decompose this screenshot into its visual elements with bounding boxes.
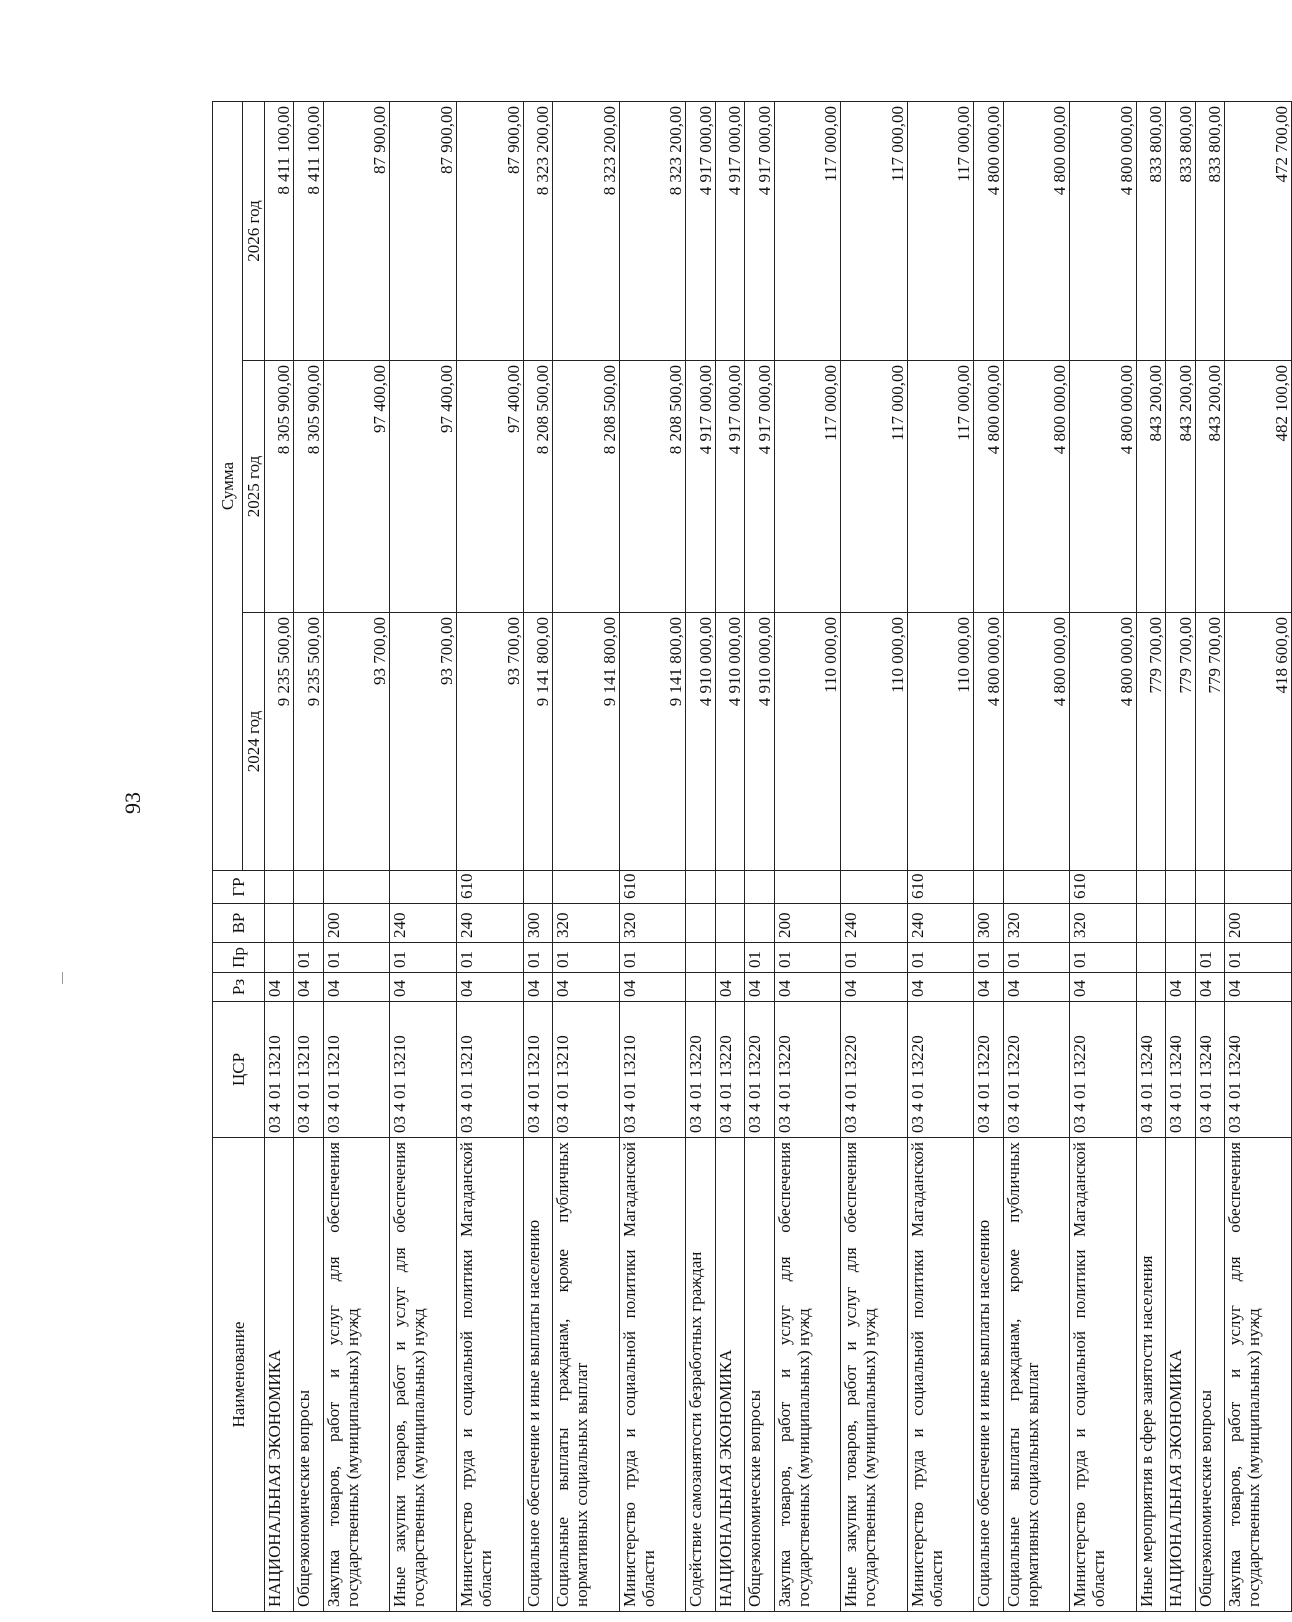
- cell-rz: 04: [974, 973, 1003, 1002]
- cell-rz: 04: [457, 973, 524, 1002]
- cell-vr: [1136, 904, 1165, 943]
- cell-name: Социальное обеспечение и иные выплаты населению: [523, 1138, 552, 1612]
- cell-sum-2024: 4 800 000,00: [1003, 613, 1070, 871]
- cell-pr: 01: [619, 943, 686, 973]
- cell-rz: 04: [619, 973, 686, 1002]
- cell-csr: 03 4 01 13240: [1166, 1002, 1195, 1138]
- cell-name: Социальные выплаты гражданам, кроме публичных нормативных социальных выплат: [1003, 1138, 1070, 1612]
- cell-pr: [265, 943, 294, 973]
- cell-gr: [774, 871, 841, 904]
- cell-vr: [265, 904, 294, 943]
- cell-sum-2026: 117 000,00: [841, 102, 908, 361]
- cell-sum-2025: 8 305 900,00: [294, 361, 323, 613]
- cell-name: Общеэкономические вопросы: [745, 1138, 774, 1612]
- cell-sum-2025: 117 000,00: [907, 361, 974, 613]
- cell-rz: 04: [294, 973, 323, 1002]
- cell-vr: 320: [553, 904, 620, 943]
- header-csr: ЦСР: [213, 1002, 265, 1138]
- cell-vr: [1195, 904, 1224, 943]
- header-year-2024: 2024 год: [243, 613, 265, 871]
- cell-rz: [1136, 973, 1165, 1002]
- cell-name: Иные закупки товаров, работ и услуг для обеспечения государственных (муниципальных) нужд: [390, 1138, 457, 1612]
- cell-vr: [1166, 904, 1195, 943]
- cell-name: Содействие самозанятости безработных граждан: [686, 1138, 715, 1612]
- table-row: [774, 102, 841, 1612]
- cell-gr: [265, 871, 294, 904]
- cell-name: Министерство труда и социальной политики Магаданской области: [457, 1138, 524, 1612]
- cell-rz: 04: [1070, 973, 1137, 1002]
- cell-csr: 03 4 01 13220: [774, 1002, 841, 1138]
- cell-csr: 03 4 01 13210: [390, 1002, 457, 1138]
- cell-csr: 03 4 01 13240: [1195, 1002, 1224, 1138]
- cell-gr: [745, 871, 774, 904]
- cell-sum-2024: 110 000,00: [907, 613, 974, 871]
- cell-name: Социальные выплаты гражданам, кроме публичных нормативных социальных выплат: [553, 1138, 620, 1612]
- cell-name: Министерство труда и социальной политики Магаданской области: [1070, 1138, 1137, 1612]
- cell-sum-2024: 9 141 800,00: [619, 613, 686, 871]
- cell-rz: 04: [523, 973, 552, 1002]
- cell-sum-2026: 8 323 200,00: [553, 102, 620, 361]
- cell-sum-2026: 117 000,00: [774, 102, 841, 361]
- table-row: [686, 102, 715, 1612]
- cell-rz: 04: [390, 973, 457, 1002]
- cell-sum-2024: 779 700,00: [1166, 613, 1195, 871]
- cell-sum-2026: 4 917 000,00: [715, 102, 744, 361]
- table-row: [323, 102, 390, 1612]
- cell-name: Иные закупки товаров, работ и услуг для обеспечения государственных (муниципальных) нужд: [841, 1138, 908, 1612]
- table-row: [1136, 102, 1165, 1612]
- cell-gr: [390, 871, 457, 904]
- cell-sum-2026: 4 800 000,00: [974, 102, 1003, 361]
- cell-sum-2026: 87 900,00: [390, 102, 457, 361]
- cell-name: Закупка товаров, работ и услуг для обеспечения государственных (муниципальных) нужд: [1225, 1138, 1292, 1612]
- cell-rz: 04: [715, 973, 744, 1002]
- cell-gr: [1166, 871, 1195, 904]
- cell-rz: 04: [553, 973, 620, 1002]
- cell-gr: 610: [457, 871, 524, 904]
- cell-csr: 03 4 01 13210: [553, 1002, 620, 1138]
- cell-name: НАЦИОНАЛЬНАЯ ЭКОНОМИКА: [715, 1138, 744, 1612]
- table-row: [457, 102, 524, 1612]
- cell-name: Закупка товаров, работ и услуг для обеспечения государственных (муниципальных) нужд: [323, 1138, 390, 1612]
- cell-sum-2026: 8 323 200,00: [619, 102, 686, 361]
- header-year-2025: 2025 год: [243, 361, 265, 613]
- cell-pr: 01: [907, 943, 974, 973]
- cell-csr: 03 4 01 13220: [686, 1002, 715, 1138]
- cell-vr: 200: [774, 904, 841, 943]
- cell-pr: [715, 943, 744, 973]
- cell-pr: 01: [457, 943, 524, 973]
- cell-sum-2025: 4 917 000,00: [745, 361, 774, 613]
- table-row: [745, 102, 774, 1612]
- cell-name: Социальное обеспечение и иные выплаты населению: [974, 1138, 1003, 1612]
- cell-gr: 610: [1070, 871, 1137, 904]
- cell-pr: 01: [1003, 943, 1070, 973]
- cell-sum-2026: 833 800,00: [1195, 102, 1224, 361]
- cell-sum-2026: 87 900,00: [323, 102, 390, 361]
- table-row: [619, 102, 686, 1612]
- cell-sum-2026: 833 800,00: [1136, 102, 1165, 361]
- cell-csr: 03 4 01 13220: [715, 1002, 744, 1138]
- cell-rz: 04: [745, 973, 774, 1002]
- cell-name: НАЦИОНАЛЬНАЯ ЭКОНОМИКА: [1166, 1138, 1195, 1612]
- cell-sum-2025: 4 917 000,00: [686, 361, 715, 613]
- budget-table: [212, 101, 1292, 1612]
- cell-pr: 01: [774, 943, 841, 973]
- cell-sum-2024: 4 800 000,00: [1070, 613, 1137, 871]
- cell-sum-2024: 9 235 500,00: [265, 613, 294, 871]
- cell-pr: [686, 943, 715, 973]
- header-name: Наименование: [213, 1138, 265, 1612]
- cell-sum-2026: 8 411 100,00: [265, 102, 294, 361]
- table-row: [523, 102, 552, 1612]
- cell-csr: 03 4 01 13210: [457, 1002, 524, 1138]
- cell-pr: 01: [294, 943, 323, 973]
- cell-sum-2025: 843 200,00: [1195, 361, 1224, 613]
- cell-sum-2025: 4 800 000,00: [1070, 361, 1137, 613]
- cell-gr: [841, 871, 908, 904]
- cell-vr: [715, 904, 744, 943]
- cell-pr: 01: [1225, 943, 1292, 973]
- cell-vr: 240: [390, 904, 457, 943]
- cell-csr: 03 4 01 13220: [1003, 1002, 1070, 1138]
- cell-sum-2024: 110 000,00: [841, 613, 908, 871]
- cell-name: Закупка товаров, работ и услуг для обеспечения государственных (муниципальных) нужд: [774, 1138, 841, 1612]
- cell-vr: [745, 904, 774, 943]
- cell-gr: [323, 871, 390, 904]
- table-row: [1195, 102, 1224, 1612]
- cell-csr: 03 4 01 13220: [841, 1002, 908, 1138]
- cell-vr: [294, 904, 323, 943]
- cell-sum-2024: 9 235 500,00: [294, 613, 323, 871]
- cell-sum-2026: 87 900,00: [457, 102, 524, 361]
- header-sum: Сумма: [213, 102, 243, 871]
- table-row: [974, 102, 1003, 1612]
- cell-csr: 03 4 01 13210: [523, 1002, 552, 1138]
- cell-gr: 610: [907, 871, 974, 904]
- cell-csr: 03 4 01 13210: [294, 1002, 323, 1138]
- cell-sum-2025: 8 305 900,00: [265, 361, 294, 613]
- cell-sum-2025: 97 400,00: [390, 361, 457, 613]
- cell-rz: 04: [323, 973, 390, 1002]
- cell-gr: [715, 871, 744, 904]
- cell-name: Общеэкономические вопросы: [294, 1138, 323, 1612]
- header-gr: ГР: [213, 871, 265, 904]
- cell-gr: [974, 871, 1003, 904]
- page-number: 93: [120, 792, 145, 814]
- cell-sum-2026: 4 800 000,00: [1003, 102, 1070, 361]
- table-row: [1003, 102, 1070, 1612]
- cell-gr: [1136, 871, 1165, 904]
- cell-sum-2025: 4 800 000,00: [974, 361, 1003, 613]
- cell-pr: [1136, 943, 1165, 973]
- cell-sum-2024: 4 910 000,00: [745, 613, 774, 871]
- cell-sum-2025: 4 800 000,00: [1003, 361, 1070, 613]
- cell-csr: 03 4 01 13220: [1070, 1002, 1137, 1138]
- cell-name: Министерство труда и социальной политики Магаданской области: [619, 1138, 686, 1612]
- table-row: [553, 102, 620, 1612]
- cell-rz: 04: [774, 973, 841, 1002]
- cell-sum-2024: 779 700,00: [1195, 613, 1224, 871]
- table-row: [294, 102, 323, 1612]
- cell-vr: 240: [841, 904, 908, 943]
- cell-gr: 610: [619, 871, 686, 904]
- cell-name: НАЦИОНАЛЬНАЯ ЭКОНОМИКА: [265, 1138, 294, 1612]
- table-row: [841, 102, 908, 1612]
- cell-sum-2025: 117 000,00: [841, 361, 908, 613]
- cell-gr: [553, 871, 620, 904]
- header-pr: Пр: [213, 943, 265, 973]
- cell-sum-2024: 110 000,00: [774, 613, 841, 871]
- cell-sum-2024: 9 141 800,00: [553, 613, 620, 871]
- cell-pr: 01: [841, 943, 908, 973]
- cell-sum-2026: 8 323 200,00: [523, 102, 552, 361]
- cell-pr: [1166, 943, 1195, 973]
- header-vr: ВР: [213, 904, 265, 943]
- cell-sum-2024: 4 910 000,00: [715, 613, 744, 871]
- cell-rz: 04: [841, 973, 908, 1002]
- cell-vr: 320: [1003, 904, 1070, 943]
- cell-csr: 03 4 01 13240: [1136, 1002, 1165, 1138]
- cell-pr: 01: [390, 943, 457, 973]
- cell-csr: 03 4 01 13240: [1225, 1002, 1292, 1138]
- cell-sum-2024: 4 910 000,00: [686, 613, 715, 871]
- cell-gr: [686, 871, 715, 904]
- cell-sum-2025: 4 917 000,00: [715, 361, 744, 613]
- cell-csr: 03 4 01 13210: [265, 1002, 294, 1138]
- cell-sum-2025: 843 200,00: [1166, 361, 1195, 613]
- table-row: [265, 102, 294, 1612]
- cell-rz: 04: [265, 973, 294, 1002]
- cell-sum-2025: 97 400,00: [457, 361, 524, 613]
- cell-sum-2024: 93 700,00: [323, 613, 390, 871]
- cell-rz: 04: [1003, 973, 1070, 1002]
- cell-sum-2024: 418 600,00: [1225, 613, 1292, 871]
- header-rz: Рз: [213, 973, 265, 1002]
- cell-pr: 01: [523, 943, 552, 973]
- cell-pr: 01: [323, 943, 390, 973]
- cell-gr: [1003, 871, 1070, 904]
- cell-sum-2025: 97 400,00: [323, 361, 390, 613]
- cell-sum-2026: 4 800 000,00: [1070, 102, 1137, 361]
- table-row: [1166, 102, 1195, 1612]
- table-row: [390, 102, 457, 1612]
- cell-rz: 04: [1225, 973, 1292, 1002]
- header-year-2026: 2026 год: [243, 102, 265, 361]
- cell-sum-2024: 9 141 800,00: [523, 613, 552, 871]
- cell-gr: [523, 871, 552, 904]
- cell-csr: 03 4 01 13210: [323, 1002, 390, 1138]
- cell-name: Министерство труда и социальной политики Магаданской области: [907, 1138, 974, 1612]
- cell-sum-2026: 117 000,00: [907, 102, 974, 361]
- cell-vr: [686, 904, 715, 943]
- cell-sum-2025: 8 208 500,00: [619, 361, 686, 613]
- cell-pr: 01: [974, 943, 1003, 973]
- cell-name: Общеэкономические вопросы: [1195, 1138, 1224, 1612]
- cell-rz: 04: [1195, 973, 1224, 1002]
- table-row: [1225, 102, 1292, 1612]
- cell-csr: 03 4 01 13220: [974, 1002, 1003, 1138]
- cell-sum-2024: 93 700,00: [457, 613, 524, 871]
- cell-sum-2026: 472 700,00: [1225, 102, 1292, 361]
- table-row: [907, 102, 974, 1612]
- cell-gr: [1225, 871, 1292, 904]
- table-row: [1070, 102, 1137, 1612]
- cell-vr: 240: [907, 904, 974, 943]
- cell-sum-2024: 93 700,00: [390, 613, 457, 871]
- rotated-page-content: [212, 102, 1292, 1612]
- cell-vr: 240: [457, 904, 524, 943]
- cell-sum-2025: 117 000,00: [774, 361, 841, 613]
- cell-pr: 01: [745, 943, 774, 973]
- cell-sum-2025: 8 208 500,00: [553, 361, 620, 613]
- cell-gr: [294, 871, 323, 904]
- cell-rz: 04: [1166, 973, 1195, 1002]
- cell-rz: [686, 973, 715, 1002]
- cell-pr: 01: [553, 943, 620, 973]
- cell-vr: 200: [1225, 904, 1292, 943]
- cell-vr: 320: [619, 904, 686, 943]
- cell-pr: 01: [1070, 943, 1137, 973]
- cell-vr: 300: [523, 904, 552, 943]
- cell-rz: 04: [907, 973, 974, 1002]
- cell-csr: 03 4 01 13220: [745, 1002, 774, 1138]
- table-header-row: [213, 102, 243, 1612]
- cell-sum-2026: 4 917 000,00: [745, 102, 774, 361]
- cell-csr: 03 4 01 13220: [907, 1002, 974, 1138]
- cell-sum-2026: 4 917 000,00: [686, 102, 715, 361]
- cell-sum-2025: 843 200,00: [1136, 361, 1165, 613]
- cell-sum-2025: 482 100,00: [1225, 361, 1292, 613]
- cell-gr: [1195, 871, 1224, 904]
- cell-pr: 01: [1195, 943, 1224, 973]
- cell-name: Иные мероприятия в сфере занятости населения: [1136, 1138, 1165, 1612]
- cell-sum-2024: 779 700,00: [1136, 613, 1165, 871]
- cell-csr: 03 4 01 13210: [619, 1002, 686, 1138]
- scan-speck: [62, 972, 63, 984]
- cell-sum-2025: 8 208 500,00: [523, 361, 552, 613]
- cell-sum-2026: 8 411 100,00: [294, 102, 323, 361]
- cell-sum-2024: 4 800 000,00: [974, 613, 1003, 871]
- table-row: [715, 102, 744, 1612]
- cell-sum-2026: 833 800,00: [1166, 102, 1195, 361]
- cell-vr: 200: [323, 904, 390, 943]
- cell-vr: 300: [974, 904, 1003, 943]
- cell-vr: 320: [1070, 904, 1137, 943]
